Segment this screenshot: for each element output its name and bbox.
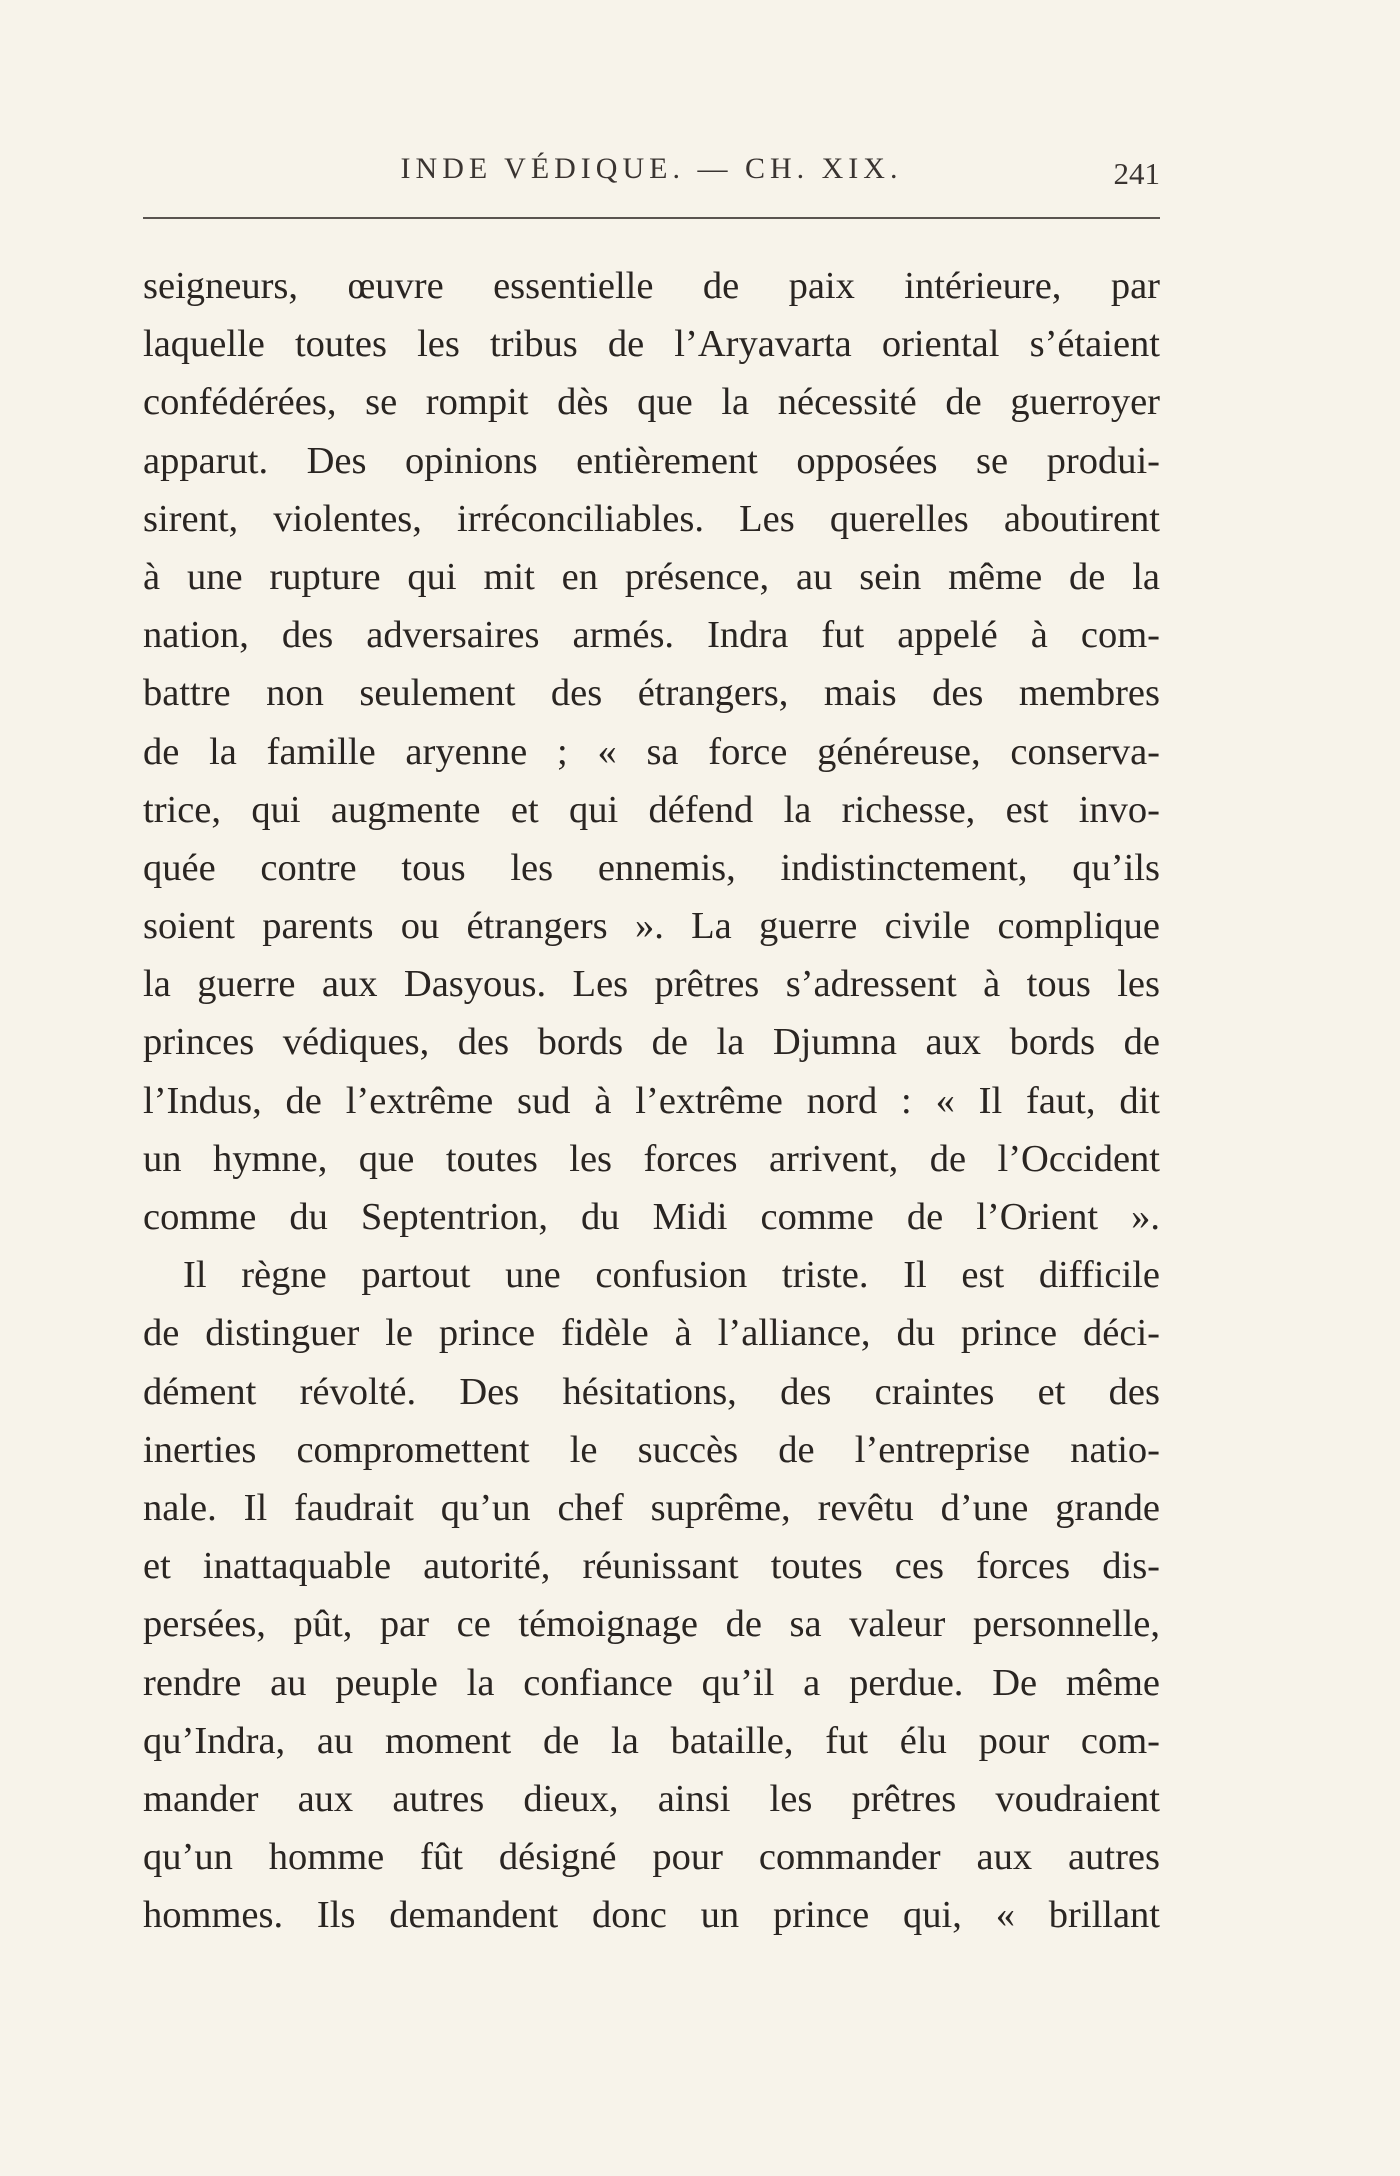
text-line: mander aux autres dieux, ainsi les prêtres voudraient xyxy=(143,1777,1160,1820)
chapter-heading: INDE VÉDIQUE. — CH. XIX. xyxy=(400,152,903,185)
text-line: de distinguer le prince fidèle à l’alliance, du prince déci- xyxy=(143,1312,1160,1355)
page-number: 241 xyxy=(1113,156,1160,191)
text-line: nale. Il faudrait qu’un chef suprême, revêtu d’une grande xyxy=(143,1486,1160,1529)
text-line: trice, qui augmente et qui défend la richesse, est invo- xyxy=(143,788,1160,831)
text-line: battre non seulement des étrangers, mais des membres xyxy=(143,672,1160,715)
text-line: hommes. Ils demandent donc un prince qui, « brillant xyxy=(143,1894,1160,1937)
text-line: confédérées, se rompit dès que la nécessité de guerroyer xyxy=(143,381,1160,424)
text-line: inerties compromettent le succès de l’entreprise natio- xyxy=(143,1428,1160,1471)
text-line: rendre au peuple la confiance qu’il a perdue. De même xyxy=(143,1661,1160,1704)
text-line: laquelle toutes les tribus de l’Aryavarta oriental s’étaient xyxy=(143,323,1160,366)
running-head xyxy=(143,152,1160,192)
text-line: la guerre aux Dasyous. Les prêtres s’adressent à tous les xyxy=(143,963,1160,1006)
text-line: un hymne, que toutes les forces arrivent, de l’Occident xyxy=(143,1137,1160,1180)
body-text xyxy=(143,257,1160,1944)
text-line: soient parents ou étrangers ». La guerre civile complique xyxy=(143,905,1160,948)
text-line: quée contre tous les ennemis, indistinctement, qu’ils xyxy=(143,846,1160,889)
text-line: persées, pût, par ce témoignage de sa valeur personnelle, xyxy=(143,1603,1160,1646)
text-line: apparut. Des opinions entièrement opposées se produi- xyxy=(143,439,1160,482)
paragraph-start-line: Il règne partout une confusion triste. Il est difficile xyxy=(183,1254,1160,1297)
text-line: qu’Indra, au moment de la bataille, fut élu pour com- xyxy=(143,1719,1160,1762)
text-line: sirent, violentes, irréconciliables. Les querelles aboutirent xyxy=(143,497,1160,540)
text-line: nation, des adversaires armés. Indra fut appelé à com- xyxy=(143,614,1160,657)
text-line: dément révolté. Des hésitations, des craintes et des xyxy=(143,1370,1160,1413)
text-line: l’Indus, de l’extrême sud à l’extrême nord : « Il faut, dit xyxy=(143,1079,1160,1122)
text-line: et inattaquable autorité, réunissant toutes ces forces dis- xyxy=(143,1545,1160,1588)
text-line: de la famille aryenne ; « sa force généreuse, conserva- xyxy=(143,730,1160,773)
text-line: seigneurs, œuvre essentielle de paix intérieure, par xyxy=(143,265,1160,307)
header-rule xyxy=(143,217,1160,219)
text-line: princes védiques, des bords de la Djumna aux bords de xyxy=(143,1021,1160,1064)
text-line: qu’un homme fût désigné pour commander aux autres xyxy=(143,1836,1160,1879)
text-line: comme du Septentrion, du Midi comme de l’Orient ». xyxy=(143,1196,1160,1238)
text-line: à une rupture qui mit en présence, au sein même de la xyxy=(143,555,1160,598)
